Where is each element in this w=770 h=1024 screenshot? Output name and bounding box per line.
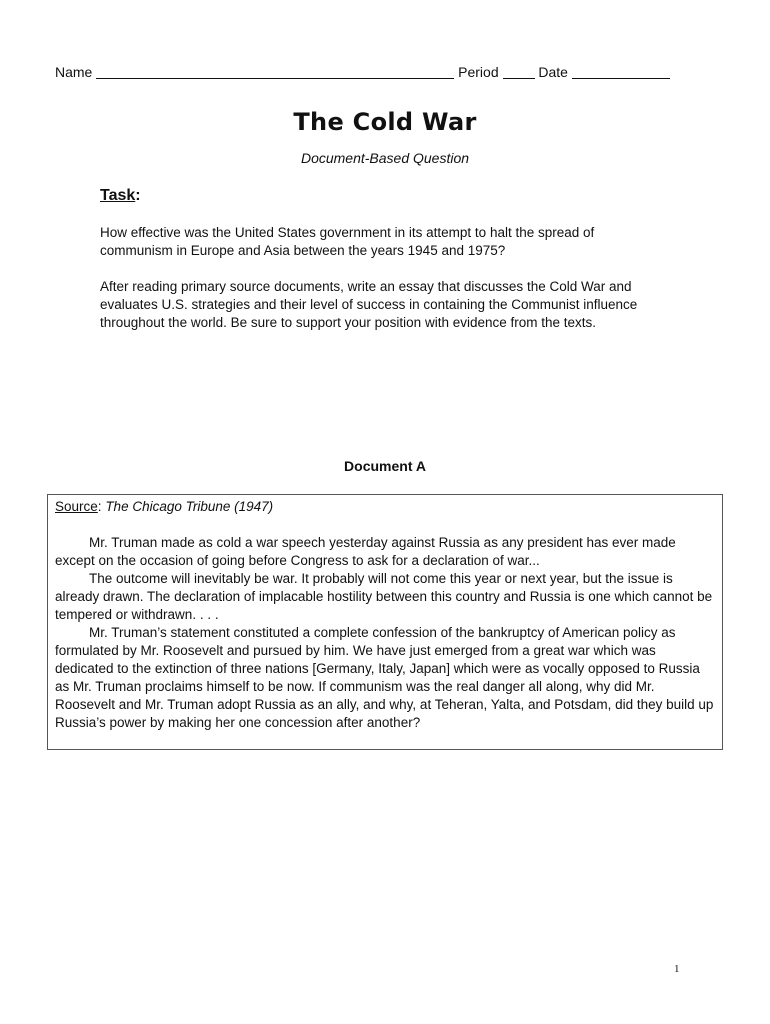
source-text: The Chicago Tribune (1947) bbox=[105, 499, 274, 514]
document-a-box bbox=[47, 494, 723, 750]
date-blank[interactable] bbox=[572, 64, 670, 79]
page-subtitle: Document-Based Question bbox=[300, 150, 470, 166]
task-heading-label: Task bbox=[100, 187, 136, 204]
source-label: Source bbox=[55, 499, 98, 514]
task-heading bbox=[100, 187, 141, 205]
task-instructions: After reading primary source documents, write an essay that discusses the Cold War and evaluates U.S. strategies and their level of success in containing the Communist influence throughout the world. Be sure to support your position with evidence from the texts. bbox=[100, 279, 638, 330]
period-label: Period bbox=[458, 64, 499, 80]
document-a-heading: Document A bbox=[344, 458, 426, 474]
date-label: Date bbox=[538, 64, 568, 80]
document-source bbox=[55, 498, 716, 516]
task-question: How effective was the United States government in its attempt to halt the spread of communism in Europe and Asia between the years 1945 and 1975? bbox=[100, 225, 595, 258]
page-title: The Cold War bbox=[293, 108, 477, 136]
task-heading-colon: : bbox=[135, 187, 141, 204]
document-paragraph: The outcome will inevitably be war. It probably will not come this year or next year, but the issue is already drawn. The declaration of implacable hostility between this country and Russia is one which cannot be tempered or withdrawn. . . . bbox=[55, 571, 713, 622]
period-blank[interactable] bbox=[503, 64, 535, 79]
document-paragraph: Mr. Truman’s statement constituted a complete confession of the bankruptcy of American policy as formulated by Mr. Roosevelt and pursued by him. We have just emerged from a great war which was dedicated to the extinction of three nations [Germany, Italy, Japan] which were as vocally opposed to Russia as Mr. Truman proclaims himself to be now. If communism was the real danger all along, why did Mr. Roosevelt and Mr. Truman adopt Russia as an ally, and why, at Teheran, Yalta, and Potsdam, did they build up Russia’s power by making her one concession after another? bbox=[55, 625, 714, 730]
document-paragraph: Mr. Truman made as cold a war speech yesterday against Russia as any president has ever made except on the occasion of going before Congress to ask for a declaration of war... bbox=[55, 535, 676, 568]
header-fields bbox=[55, 64, 670, 80]
name-label: Name bbox=[55, 64, 93, 80]
name-blank[interactable] bbox=[96, 64, 454, 79]
page-number: 1 bbox=[674, 963, 680, 975]
source-colon: : bbox=[97, 499, 102, 514]
